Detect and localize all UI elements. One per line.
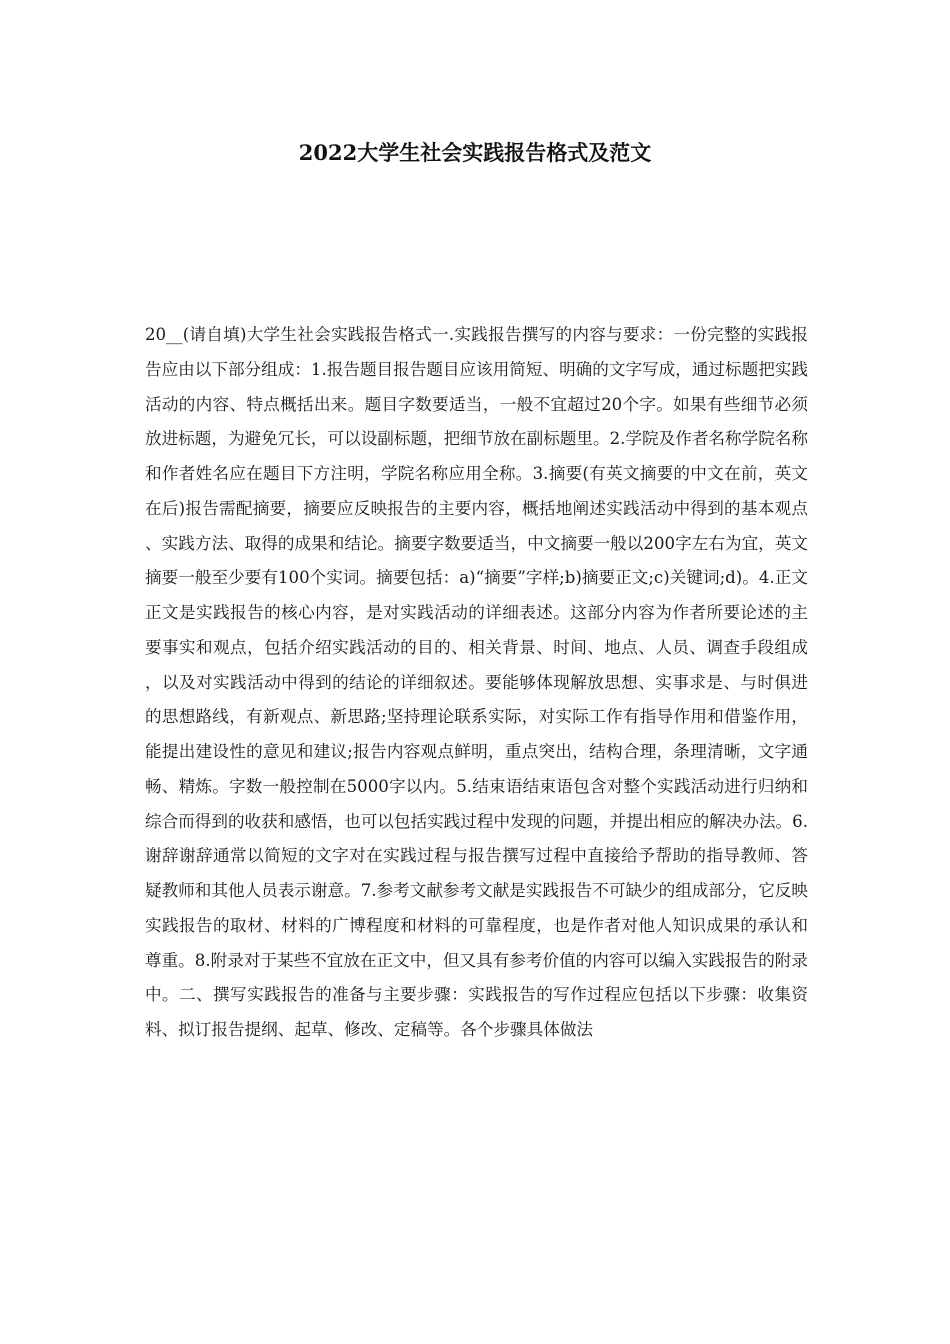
document-title: 2022大学生社会实践报告格式及范文 — [298, 140, 652, 165]
document-body-paragraph: 20__(请自填)大学生社会实践报告格式一.实践报告撰写的内容与要求：一份完整的实践报告应由以下部分组成：1.报告题目报告题目应该用简短、明确的文字写成，通过标题把实践活动的内容、特点概括出来。题目字数要适当，一般不宜超过20个字。如果有些细节必须放进标题，为避免冗长，可以设副标题，把细节放在副标题里。2.学院及作者名称学院名称和作者姓名应在题目下方注明，学院名称应用全称。3.摘要(有英文摘要的中文在前，英文在后)报告需配摘要，摘要应反映报告的主要内容，概括地阐述实践活动中得到的基本观点、实践方法、取得的成果和结论。摘要字数要适当，中文摘要一般以200字左右为宜，英文摘要一般至少要有100个实词。摘要包括：a)“摘要”字样;b)摘要正文;c)关键词;d)。4.正文正文是实践报告的核心内容，是对实践活动的详细表述。这部分内容为作者所要论述的主要事实和观点，包括介绍实践活动的目的、相关背景、时间、地点、人员、调查手段组成，以及对实践活动中得到的结论的详细叙述。要能够体现解放思想、实事求是、与时俱进的思想路线，有新观点、新思路;坚持理论联系实际，对实际工作有指导作用和借鉴作用，能提出建设性的意见和建议;报告内容观点鲜明，重点突出，结构合理，条理清晰，文字通畅、精炼。字数一般控制在5000字以内。5.结束语结束语包含对整个实践活动进行归纳和综合而得到的收获和感悟，也可以包括实践过程中发现的问题，并提出相应的解决办法。6.谢辞谢辞通常以简短的文字对在实践过程与报告撰写过程中直接给予帮助的指导教师、答疑教师和其他人员表示谢意。7.参考文献参考文献是实践报告不可缺少的组成部分，它反映实践报告的取材、材料的广博程度和材料的可靠程度，也是作者对他人知识成果的承认和尊重。8.附录对于某些不宜放在正文中，但又具有参考价值的内容可以编入实践报告的附录中。二、撰写实践报告的准备与主要步骤：实践报告的写作过程应包括以下步骤：收集资料、拟订报告提纲、起草、修改、定稿等。各个步骤具体做法 — [145, 325, 808, 1039]
